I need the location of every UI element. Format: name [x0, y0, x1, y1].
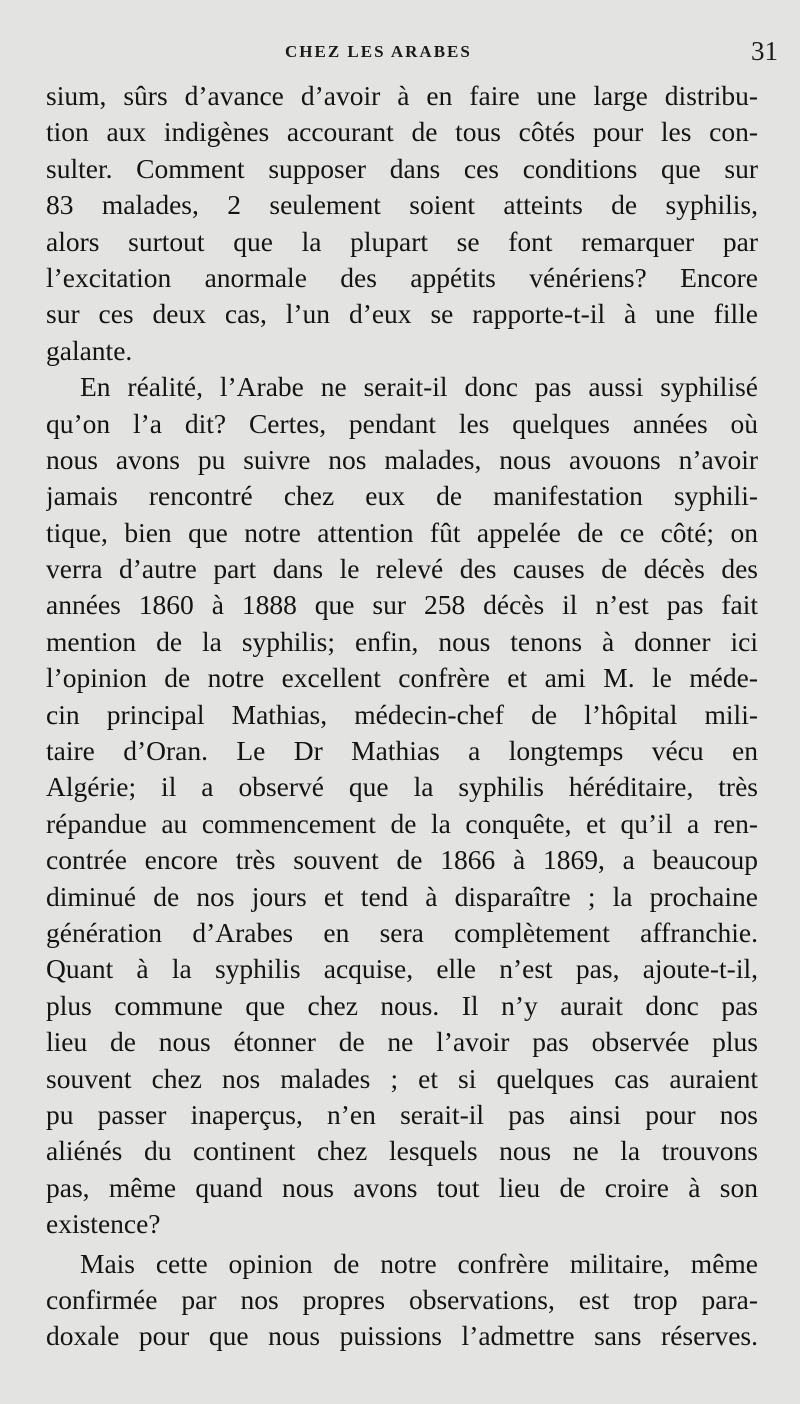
text-line: répandue au commencement de la conquête, et qu’il a ren-: [46, 807, 758, 839]
text-line: En réalité, l’Arabe ne serait-il donc pas aussi syphilisé: [80, 371, 758, 403]
paragraph-2: [46, 369, 758, 1242]
text-line: galante.: [46, 334, 133, 366]
text-line: Algérie; il a observé que la syphilis héréditaire, très: [46, 771, 758, 803]
text-line: tique, bien que notre attention fût appelée de ce côté; on: [46, 516, 758, 548]
text-line: plus commune que chez nous. Il n’y aurait donc pas: [46, 989, 758, 1021]
text-line: mention de la syphilis; enfin, nous tenons à donner ici: [46, 625, 758, 657]
text-line: nous avons pu suivre nos malades, nous avouons n’avoir: [46, 443, 758, 475]
text-line: pas, même quand nous avons tout lieu de croire à son: [46, 1171, 758, 1203]
body-text: [46, 78, 758, 1355]
text-line: lieu de nous étonner de ne l’avoir pas observée plus: [46, 1026, 758, 1058]
text-line: confirmée par nos propres observations, est trop para-: [46, 1283, 758, 1315]
text-line: diminué de nos jours et tend à disparaître ; la prochaine: [46, 880, 758, 912]
text-line: années 1860 à 1888 que sur 258 décès il n’est pas fait: [46, 589, 758, 621]
text-line: pu passer inaperçus, n’en serait-il pas ainsi pour nos: [46, 1098, 758, 1130]
text-line: sulter. Comment supposer dans ces conditions que sur: [46, 152, 758, 184]
page-number: 31: [751, 36, 778, 66]
paragraph-3: [46, 1246, 758, 1355]
text-line: existence?: [46, 1208, 161, 1240]
text-line: 83 malades, 2 seulement soient atteints de syphilis,: [46, 189, 758, 221]
text-line: Mais cette opinion de notre confrère militaire, même: [80, 1247, 758, 1279]
paragraph-1: [46, 78, 758, 369]
text-line: tion aux indigènes accourant de tous côtés pour les con-: [46, 116, 758, 148]
text-line: aliénés du continent chez lesquels nous ne la trouvons: [46, 1135, 758, 1167]
text-line: verra d’autre part dans le relevé des causes de décès des: [46, 553, 758, 585]
text-line: souvent chez nos malades ; et si quelques cas auraient: [46, 1062, 758, 1094]
text-line: taire d’Oran. Le Dr Mathias a longtemps vécu en: [46, 735, 758, 767]
text-line: sur ces deux cas, l’un d’eux se rapporte-t-il à une fille: [46, 298, 758, 330]
text-line: l’opinion de notre excellent confrère et ami M. le méde-: [46, 662, 758, 694]
text-line: contrée encore très souvent de 1866 à 1869, a beaucoup: [46, 844, 758, 876]
text-line: cin principal Mathias, médecin-chef de l’hôpital mili-: [46, 698, 758, 730]
text-line: qu’on l’a dit? Certes, pendant les quelques années où: [46, 407, 758, 439]
text-line: génération d’Arabes en sera complètement affranchie.: [46, 916, 758, 948]
text-line: l’excitation anormale des appétits vénériens? Encore: [46, 261, 758, 293]
text-line: Quant à la syphilis acquise, elle n’est pas, ajoute-t-il,: [46, 953, 758, 985]
page-header: [0, 36, 800, 76]
text-line: sium, sûrs d’avance d’avoir à en faire une large distribu-: [46, 80, 758, 111]
running-title: CHEZ LES ARABES: [285, 42, 472, 61]
text-line: alors surtout que la plupart se font remarquer par: [46, 225, 758, 257]
text-line: doxale pour que nous puissions l’admettre sans réserves.: [46, 1320, 758, 1352]
text-line: jamais rencontré chez eux de manifestation syphili-: [46, 480, 758, 512]
